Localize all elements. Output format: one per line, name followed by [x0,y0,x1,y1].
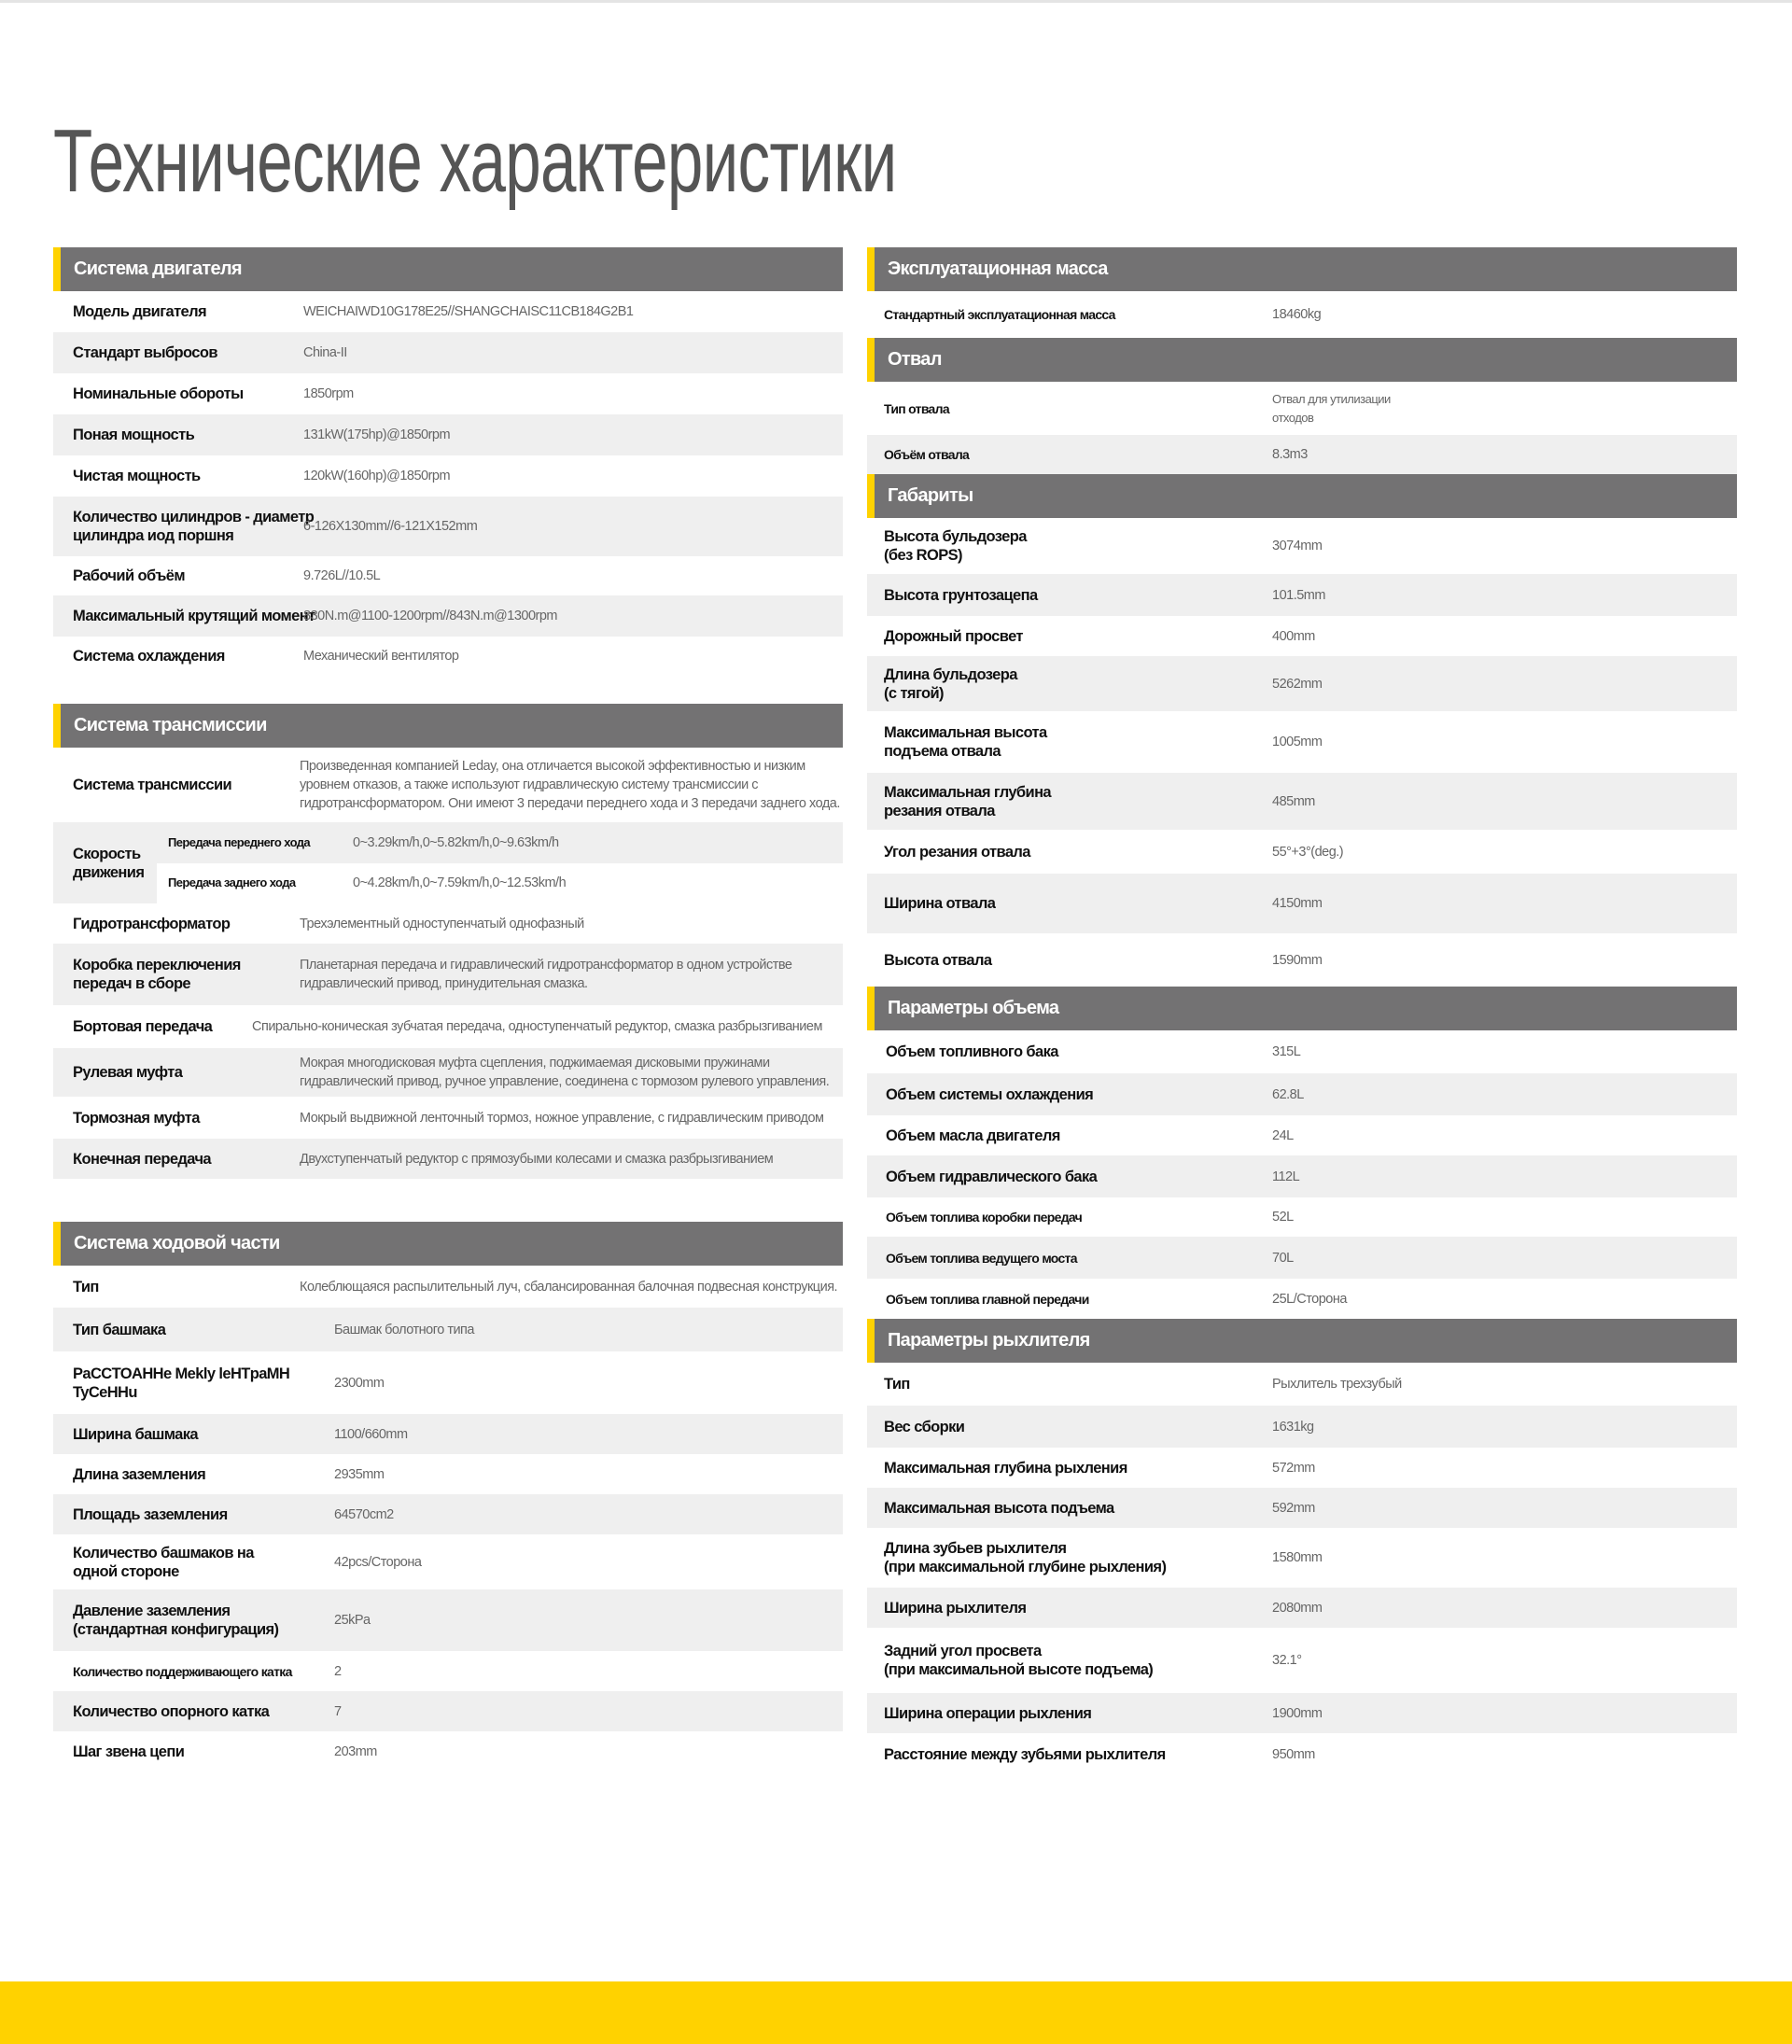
spec-label: Максимальная глубина рыхления [884,1459,1127,1477]
spec-row [53,1351,843,1414]
spec-row [53,556,843,595]
spec-value: 24L [1272,1127,1294,1143]
spec-label: Стандартный эксплуатационная масса [884,307,1115,322]
spec-row [53,373,843,414]
spec-value: Спирально-коническая зубчатая передача, одноступенчатый редуктор, смазка разбрызгиванием [252,1019,822,1034]
section-header: Система двигателя [53,247,843,291]
subrow-value: 0~3.29km/h,0~5.82km/h,0~9.63km/h [353,834,559,850]
spec-value: 25L/Сторона [1272,1291,1347,1307]
section-header: Отвал [867,338,1737,382]
spec-label: Рабочий объём [73,567,185,584]
spec-label: Тип [73,1278,99,1295]
spec-row [53,637,843,676]
spec-row [867,1073,1737,1115]
spec-value: 52L [1272,1210,1294,1225]
spec-value: China-II [303,345,347,360]
section-transmission [53,704,843,1179]
spec-row [867,1115,1737,1155]
spec-value: 1580mm [1272,1550,1323,1565]
spec-row [53,1494,843,1534]
spec-label: Расстояние между зубьями рыхлителя [884,1745,1166,1763]
section-header: Параметры объема [867,987,1737,1030]
spec-value: 1850rpm [303,386,354,401]
spec-label: Высота отвала [884,951,992,969]
section-header: Эксплуатационная масса [867,247,1737,291]
spec-value: 1631kg [1272,1419,1314,1435]
spec-label: Номинальные обороты [73,385,244,402]
section-header: Габариты [867,474,1737,518]
spec-value: 1900mm [1272,1705,1323,1721]
spec-label: Дорожный просвет [884,627,1023,645]
spec-label: Бортовая передача [73,1018,213,1035]
spec-row [53,1534,843,1589]
spec-label: Тип башмака [73,1321,166,1338]
spec-label: Тормозная муфта [73,1109,200,1127]
spec-row [53,1097,843,1139]
spec-row [867,1197,1737,1237]
spec-label: Площадь заземления [73,1505,228,1523]
spec-row [53,1731,843,1771]
spec-row [867,830,1737,874]
spec-row [867,435,1737,474]
speed-subrow [157,863,843,904]
spec-value: 2300mm [334,1375,385,1391]
spec-row [53,1589,843,1651]
spec-label: Ширина рыхлителя [884,1599,1027,1617]
spec-label: Система охлаждения [73,648,225,665]
spec-label: Объем масла двигателя [886,1127,1060,1144]
spec-value: 25kPa [334,1613,371,1628]
spec-label: Количество поддерживающего катка [73,1663,292,1679]
spec-label: Длина заземления [73,1465,206,1483]
spec-row [53,1139,843,1179]
section-ripper [867,1319,1737,1775]
spec-label: Максимальная высота подъема [884,1499,1114,1517]
spec-value: Планетарная передача и гидравлический гидротрансформатор в одном устройстве гидравлический привод, принудительная смазка. [300,958,792,991]
section-dimensions [867,474,1737,987]
spec-value: Отвал для утилизации отходов [1272,391,1391,425]
spec-row [53,1005,843,1048]
spec-label: Объем системы охлаждения [886,1085,1094,1103]
spec-row [53,944,843,1005]
spec-label: Шаг звена цепи [73,1743,185,1760]
spec-label: Высота бульдозера (без ROPS) [884,528,1027,564]
spec-value: 203mm [334,1743,377,1759]
spec-row [867,1155,1737,1197]
spec-label: Система трансмиссии [73,777,232,793]
spec-value: 3074mm [1272,539,1323,553]
spec-row [867,1406,1737,1448]
spec-label: Объем гидравлического бака [886,1168,1098,1185]
spec-row [53,1454,843,1494]
spec-value: Трехэлементный одноступенчатый однофазный [300,916,584,931]
spec-row [53,1266,843,1308]
spec-label: Рулевая муфта [73,1064,183,1081]
spec-value: Мокрый выдвижной ленточный тормоз, ножное управление, с гидравлическим приводом [300,1110,824,1126]
spec-row [867,616,1737,656]
spec-value: 572mm [1272,1460,1315,1476]
spec-value: WEICHAIWD10G178E25//SHANGCHAISC11CB184G2B1 [303,304,634,319]
spec-label: Длина бульдозера (с тягой) [884,665,1017,702]
spec-value: Механический вентилятор [303,649,459,664]
spec-row [867,291,1737,338]
spec-value: 42pcs/Сторона [334,1554,422,1570]
spec-value: 1590mm [1272,952,1323,968]
page-title: Технические характеристики [53,111,897,211]
spec-value: 315L [1272,1044,1301,1059]
spec-value: 592mm [1272,1500,1315,1516]
spec-label: Объём отвала [884,447,970,462]
section-undercarriage [53,1222,843,1771]
spec-value: 18460kg [1272,307,1322,322]
spec-label: Ширина операции рыхления [884,1704,1092,1722]
spec-label: Ширина башмака [73,1425,198,1443]
spec-label: Объем топлива ведущего моста [886,1250,1077,1266]
spec-label: Вес сборки [884,1418,965,1435]
spec-value: 950mm [1272,1746,1315,1762]
spec-row [53,822,843,903]
spec-value: Рыхлитель трехзубый [1272,1377,1402,1392]
spec-row [53,1414,843,1454]
spec-row [867,1237,1737,1279]
spec-label: Угол резания отвала [884,843,1030,861]
spec-label: Количество цилиндров - диаметр цилиндра иод поршня [73,509,315,544]
spec-value: 8.3m3 [1272,447,1308,462]
spec-label: Количество опорного катка [73,1702,270,1720]
spec-value: Башмак болотного типа [334,1322,474,1337]
spec-value: 830N.m@1100-1200rpm//843N.m@1300rpm [303,609,558,623]
spec-row [867,1030,1737,1073]
spec-label: Объем топлива главной передачи [886,1291,1089,1307]
spec-row [867,711,1737,773]
spec-value: 2 [334,1663,342,1679]
spec-row [53,903,843,944]
spec-row [53,1651,843,1691]
spec-row [867,1528,1737,1588]
spec-label: Объем топливного бака [886,1043,1058,1060]
spec-row [867,773,1737,830]
top-divider [0,0,1792,3]
spec-label: Длина зубьев рыхлителя (при максимальной глубине рыхления) [884,1540,1167,1575]
subrow-value: 0~4.28km/h,0~7.59km/h,0~12.53km/h [353,875,567,891]
spec-label: Задний угол просвета (при максимальной высоте подъема) [884,1643,1154,1678]
spec-label: Объем топлива коробки передач [886,1210,1083,1225]
spec-label: Максимальный крутящий момент [73,608,315,624]
spec-row [867,1733,1737,1775]
spec-row [867,933,1737,987]
spec-label: Ширина отвала [884,895,996,912]
spec-value: 112L [1272,1169,1300,1184]
spec-row [867,656,1737,711]
spec-label: Коробка переключения передач в сборе [73,957,241,992]
spec-row [53,595,843,637]
spec-row [53,1308,843,1351]
spec-value: 55°+3°(deg.) [1272,844,1344,860]
spec-row [53,748,843,822]
spec-row [867,1693,1737,1733]
spec-value: 101.5mm [1272,587,1325,603]
spec-row [53,455,843,497]
section-mass [867,247,1737,338]
spec-value: 131kW(175hp)@1850rpm [303,427,451,442]
spec-row [867,874,1737,933]
section-header: Система трансмиссии [53,704,843,748]
spec-row [867,1448,1737,1488]
spec-value: 120kW(160hp)@1850rpm [303,469,451,483]
section-header: Параметры рыхлителя [867,1319,1737,1363]
spec-value: 2935mm [334,1466,385,1482]
spec-label: Конечная передача [73,1150,212,1168]
spec-row [867,518,1737,574]
spec-value: 485mm [1272,793,1315,809]
spec-row [867,1279,1737,1319]
spec-row [53,497,843,556]
spec-value: 62.8L [1272,1086,1304,1102]
spec-row [53,414,843,455]
spec-value: Мокрая многодисковая муфта сцепления, поджимаемая дисковыми пружинами гидравлический привод, ручное управление, соединена с тормозом рулевого управления. [300,1056,830,1089]
spec-value: 6-126X130mm//6-121X152mm [303,519,478,534]
spec-value: Двухступенчатый редуктор с прямозубыми колесами и смазка разбрызгиванием [300,1151,774,1167]
section-engine [53,247,843,676]
footer-band [0,1981,1792,2044]
spec-row [867,1588,1737,1628]
spec-label: Максимальная глубина резания отвала [884,783,1052,819]
spec-label: Количество башмаков на одной стороне [73,1544,254,1580]
spec-value: 32.1° [1272,1653,1302,1668]
spec-row [867,574,1737,616]
spec-label: Тип отвала [884,400,949,416]
spec-value: 9.726L//10.5L [303,568,381,583]
spec-label: Высота грунтозацепа [884,586,1038,604]
spec-label: Давление заземления (стандартная конфигурация) [73,1603,279,1638]
spec-label: Гидротрансформатор [73,915,231,932]
spec-label: Чистая мощность [73,468,201,484]
spec-value: 400mm [1272,628,1315,644]
spec-value: 1005mm [1272,735,1323,749]
spec-row [53,291,843,332]
spec-label: PaCCTOAHHe Mekly leHTpaMH TyCeHHu [73,1365,290,1401]
spec-value: 70L [1272,1250,1294,1266]
spec-label: Скорость движения [73,845,145,881]
spec-row [867,1363,1737,1406]
spec-value: 1100/660mm [334,1426,408,1442]
section-header: Система ходовой части [53,1222,843,1266]
spec-value: 4150mm [1272,896,1323,911]
spec-label: Стандарт выбросов [73,344,217,361]
speed-subrow [157,822,843,863]
spec-row [53,1048,843,1097]
spec-value: Колеблющаяся распылительный луч, сбалансированная балочная подвесная конструкция. [300,1279,838,1295]
spec-value: 64570cm2 [334,1506,394,1522]
section-capacity [867,987,1737,1319]
spec-row [53,332,843,373]
subrow-label: Передача переднего хода [168,834,311,849]
spec-label: Поная мощность [73,427,195,443]
spec-row [867,1628,1737,1693]
spec-row [867,382,1737,435]
spec-label: Модель двигателя [73,303,207,320]
section-blade [867,338,1737,474]
spec-value: 5262mm [1272,676,1323,692]
subrow-label: Передача заднего хода [168,875,296,890]
spec-row [53,1691,843,1731]
spec-value: 7 [334,1703,342,1719]
spec-value: 2080mm [1272,1600,1323,1616]
spec-label: Максимальная высота подъема отвала [884,724,1047,760]
spec-label: Тип [884,1376,910,1393]
spec-value: Произведенная компанией Leday, она отличается высокой эффективностью и низким уровнем отказов, а также используют гидравлическую систему трансмиссии с гидротрансформатором. Они имеют 3 передачи переднего хода и 3 передачи заднего хода. [300,759,840,811]
spec-row [867,1488,1737,1528]
